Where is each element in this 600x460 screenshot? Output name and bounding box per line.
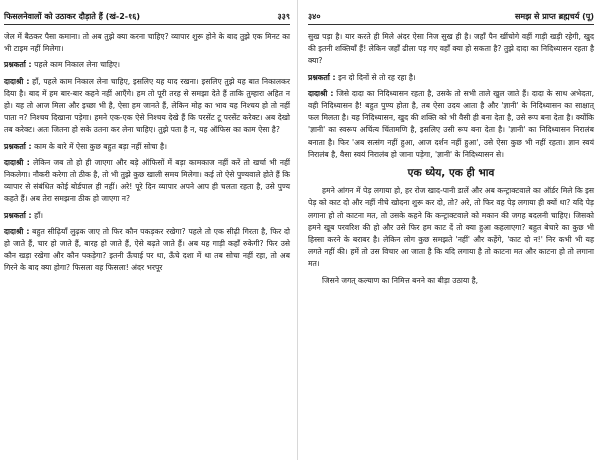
left-page-body xyxy=(4,25,290,275)
paragraph: जेल में बैठकर पैसा कमाना। तो अब तुझे क्या करना चाहिए? व्यापार शुरू होने के बाद तुझे एक मिनट का भी टाइम नहीं मिलेगा। xyxy=(4,32,290,54)
page-gutter xyxy=(297,0,298,460)
answer-paragraph: दादाश्री : बहुत सीढ़ियाँ लुढ़क जाए तो फिर कौन पकड़कर रखेगा? पहले तो एक सीढ़ी गिरता है, फिर दो हो जाते हैं, चार हो जाते हैं, बारह हो जाते हैं, ऐसे बढ़ते जाते हैं। अब यह गाड़ी कहाँ रुकेगी? फिर उसे कौन खड़ा रखेगा और कौन पकड़ेगा? इतनी ऊँचाई पर था, ऊँचे दशा में था तब सोचा नहीं रहा, तो अब गिरने के बाद क्या होगा? फिसला वह फिसला! अंदर भरपूर xyxy=(4,226,290,273)
speaker-label: प्रश्नकर्ता : xyxy=(4,141,32,151)
paragraph: हमने आंगन में पेड़ लगाया हो, हर रोज खाद-पानी डालें और अब कन्ट्राक्टवाले का ऑर्डर मिले कि इस पेड़ को काट दो और नहीं नीचे खोदना शुरू कर दो, तो? अरे, तो फिर वह पेड़ लगाया ही क्यों था? यदि पेड़ लगाना हो तो काटना मत, तो उसके कहने कि कन्ट्राक्टवाले को मकान की जगह बदलनी चाहिए। जिसको हमने खूब परवरिश की हो और उसे फिर हम काट दें तो क्या हुआ कहलाएगा? बहुत बेचारे का कुछ भी हिस्सा करने के बराबर है। लेकिन लोग कुछ समझते 'नहीं' और कहेंगे, 'काट दो न!' निर कभी भी यह लगते नहीं की। हमें तो उस विचार आ जाता है कि यदि लगाया है तो काटना मत और काटना हो तो लगाना मत। xyxy=(308,186,594,269)
right-page-header-title: समझ से प्राप्त ब्रह्मचर्य (पू) xyxy=(515,12,594,21)
speaker-label: दादाश्री : xyxy=(4,157,30,167)
right-page-body xyxy=(308,25,594,287)
question-paragraph: प्रश्नकर्ता : हाँ। xyxy=(4,210,44,220)
paragraph: सुख पड़ा है। यार करते ही मिले अंदर ऐसा निज सुख ही है। जहाँ पैन खींचोगे वहीं गाड़ी खड़ी रहेगी, खुद की इतनी शक्तियाँ हैं! लेकिन जहाँ ढीला पड़ गए वहाँ क्या हो सकता है? तुझे दादा का निदिध्यासन रहता है क्या? xyxy=(308,32,594,66)
left-page-header-title: फिसलनेवालों को उठाकर दौड़ाते हैं (खं-2-१६) xyxy=(4,12,141,21)
left-page-header xyxy=(4,4,290,25)
answer-paragraph: दादाश्री : जिसे दादा का निदिध्यासन रहता है, उसके तो सभी ताले खुल जाते हैं। दादा के साथ अभेदता, वही निदिध्यासन है! बहुत पुण्य होता है, तब ऐसा उदय आता है और 'ज्ञानी' के निदिध्यासन का साक्षात् फल मिलता है। यह निदिध्यासन, खुद की शक्ति को भी वैसी ही बना देता है, उसे रूप बना देता है। क्योंकि 'ज्ञानी' का स्वरूप अचिंत्य चिंतामणि है, इसलिए उसी रूप बना देता है। 'ज्ञानी' का निदिध्यासन निरालंब बनाता है। फिर 'अब सत्संग नहीं हुआ, आज दर्शन नहीं हुआ', उसे ऐसा कुछ भी नहीं रहता। ज्ञान स्वयं निरालंब है, वैसा स्वयं निरालंब हो जाना पड़ेगा, 'ज्ञानी' के निदिध्यासन से। xyxy=(308,88,594,159)
speaker-label: प्रश्नकर्ता : xyxy=(308,72,336,82)
question-paragraph: प्रश्नकर्ता : काम के बारे में ऐसा कुछ बहुत बड़ा नहीं सोचा है। xyxy=(4,141,167,151)
right-page xyxy=(308,0,594,460)
speaker-label: प्रश्नकर्ता : xyxy=(4,60,32,70)
answer-paragraph: दादाश्री : लेकिन जब तो हो ही जाएगा और बड़े ऑफिसों में बड़ा कामकाज नहीं करें तो खर्चा भी नहीं निकलेगा। नौकरी करेगा तो ठीक है, तो भी तुझे कुछ खाली समय मिलेगा। कई तो ऐसे पुण्यवाले होते हैं कि व्यापार से संबंधित कोई बोर्डपाल ही नहीं। अरे! पूरे दिन व्यापार अपने आप ही चलता रहता है, उसे पुण्य कहते हैं। अब तेरा समझना ठीक हो जाएगा न? xyxy=(4,157,290,204)
speaker-label: दादाश्री : xyxy=(4,76,30,86)
question-paragraph: प्रश्नकर्ता : पहले काम निकाल लेना चाहिए। xyxy=(4,60,120,70)
question-paragraph: प्रश्नकर्ता : इन दो दिनों से तो रह रहा है। xyxy=(308,72,416,82)
right-page-header xyxy=(308,4,594,25)
speaker-label: दादाश्री : xyxy=(4,226,30,236)
answer-paragraph: दादाश्री : हाँ, पहले काम निकाल लेना चाहिए, इसलिए यह याद रखना। इसलिए तुझे यह बात निकालकर दिया है। बाद में हम बार-बार कहने नहीं आएँगे। हम तो पूरी तरह से समझा देते हैं ताकि तुम्हारा अहित न हो। यह तो आज मिला और इच्छा भी है, ऐसा हम जानते हैं, लेकिन मोह का भाव यह निश्चय हो तो नहीं पाता न? निश्चय दिखाना पड़ेगा। हमने एक-एक ऐसे निश्चय देखे हैं कि परसेंट टू परसेंट करेक्ट। अब देखो तब करेक्ट। अतः जितना हो सके उतना कर लेना चाहिए। तुझे पता है न, यह ऑफिस का काम ऐसा है? xyxy=(4,76,290,135)
speaker-label: दादाश्री : xyxy=(308,88,334,98)
left-page xyxy=(4,0,290,460)
speaker-label: प्रश्नकर्ता : xyxy=(4,210,32,220)
left-page-number: ३३९ xyxy=(277,12,290,21)
right-page-number: ३४० xyxy=(308,12,321,21)
section-title: एक ध्येय, एक ही भाव xyxy=(407,167,495,180)
paragraph: जिसने जगत् कल्याण का निमित्त बनने का बीड़ा उठाया है, xyxy=(322,275,479,285)
